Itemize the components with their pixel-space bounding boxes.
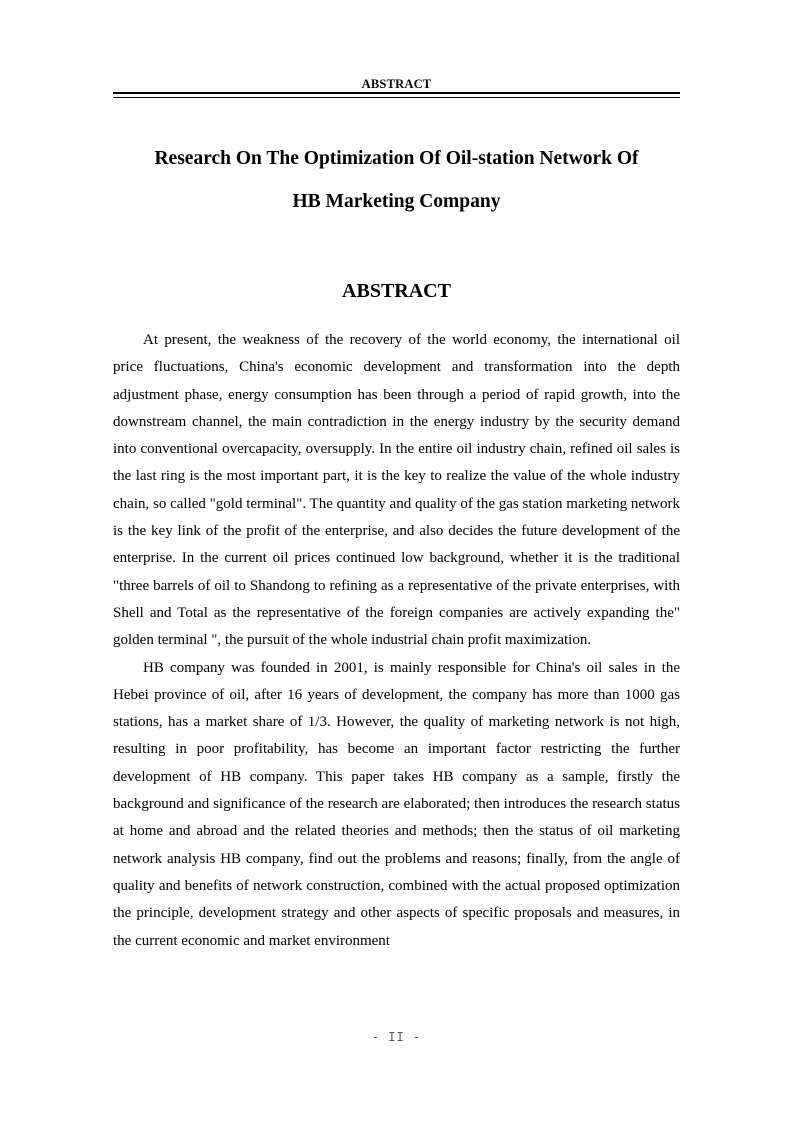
header-rule-thin <box>113 97 680 98</box>
paper-title-line-2: HB Marketing Company <box>292 191 501 212</box>
page-number: - II - <box>371 1030 422 1044</box>
abstract-paragraph-1: At present, the weakness of the recovery of the world economy, the international oil price fluctuations, China's economic development and transformation into the depth adjustment phase, energy consumption has been through a period of rapid growth, into the downstream channel, the main contradiction in the energy industry by the security demand into conventional overcapacity, oversupply. In the entire oil industry chain, refined oil sales is the last ring is the most important part, it is the key to realize the value of the whole industry chain, so called "gold terminal". The quantity and quality of the gas station marketing network is the key link of the profit of the enterprise, and also decides the future development of the enterprise. In the current oil prices continued low background, whether it is the traditional "three barrels of oil to Shandong to refining as a representative of the private enterprises, with Shell and Total as the representative of the foreign companies are actively expanding the" golden terminal ", the pursuit of the whole industrial chain profit maximization. <box>113 332 680 649</box>
abstract-body <box>113 327 680 955</box>
paper-title-line-1: Research On The Optimization Of Oil-station Network Of <box>154 148 639 169</box>
running-header: ABSTRACT <box>361 77 432 91</box>
abstract-paragraph-2: HB company was founded in 2001, is mainly responsible for China's oil sales in the Hebei province of oil, after 16 years of development, the company has more than 1000 gas stations, has a market share of 1/3. However, the quality of marketing network is not high, resulting in poor profitability, has become an important factor restricting the further development of HB company. This paper takes HB company as a sample, firstly the background and significance of the research are elaborated; then introduces the research status at home and abroad and the related theories and methods; then the status of oil marketing network analysis HB company, find out the problems and reasons; finally, from the angle of quality and benefits of network construction, combined with the actual proposed optimization the principle, development strategy and other aspects of specific proposals and measures, in the current economic and market environment <box>113 659 680 949</box>
header-rule-thick <box>113 92 680 94</box>
abstract-heading: ABSTRACT <box>342 280 451 302</box>
